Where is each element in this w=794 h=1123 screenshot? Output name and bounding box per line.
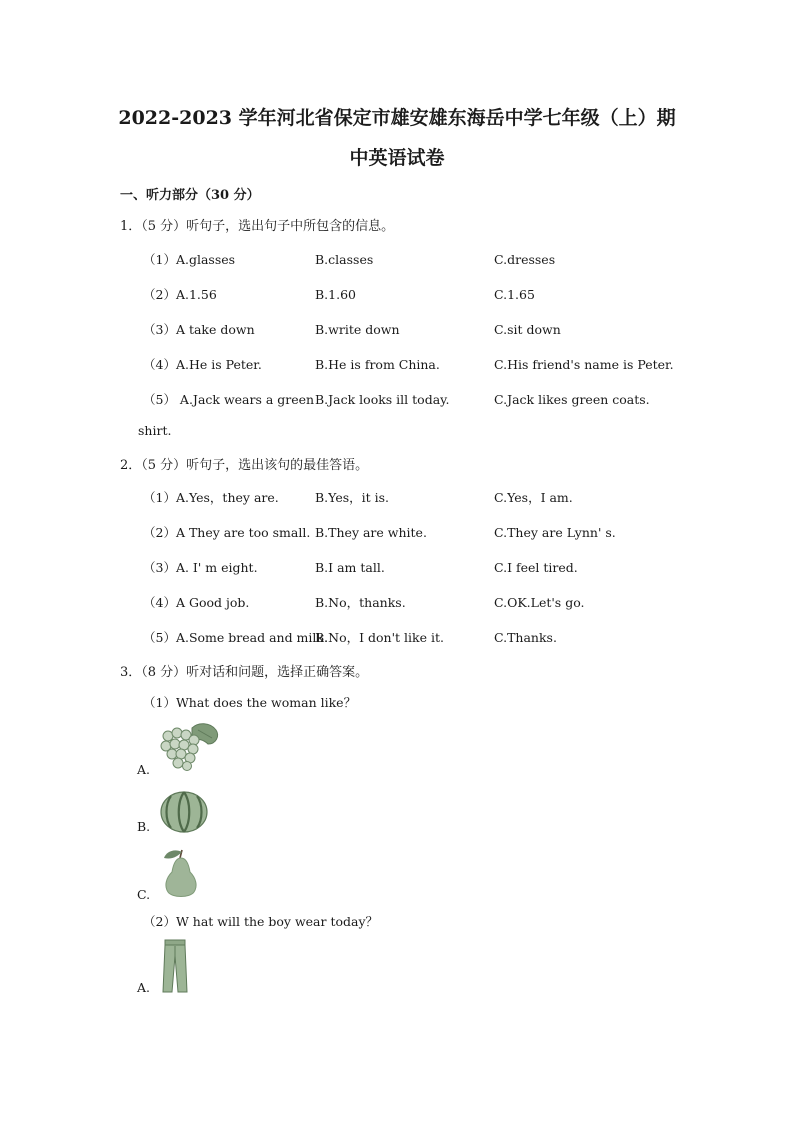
option-a: （4）A Good job. [143, 595, 250, 610]
option-c: C.sit down [494, 322, 561, 337]
q3-sub1-option-b-label: B. [137, 819, 151, 834]
option-a: （2）A They are too small. [143, 525, 311, 540]
option-a: （2）A.1.56 [143, 287, 217, 302]
q1-item-4 [0, 356, 794, 374]
option-b: B.Yes，it is. [315, 490, 390, 505]
exam-title-line1: 2022-2023 学年河北省保定市雄安雄东海岳中学七年级（上）期 [118, 107, 676, 129]
question-2-stem: 2．（5 分）听句子，选出该句的最佳答语。 [120, 458, 369, 473]
q1-item-5-wrap: shirt. [138, 423, 172, 438]
q2-item-3 [0, 559, 794, 577]
option-c: C.They are Lynn' s. [494, 525, 616, 540]
q1-item-3 [0, 321, 794, 339]
q3-sub1-question: （1）What does the woman like？ [143, 695, 357, 710]
option-b: B.write down [315, 322, 400, 337]
option-a: （1）A.glasses [143, 252, 236, 267]
option-b: B.He is from China. [315, 357, 440, 372]
q2-item-2 [0, 524, 794, 542]
section-heading-listening: 一、听力部分（30 分） [120, 188, 260, 203]
q2-item-1 [0, 489, 794, 507]
option-c: C.Yes，I am. [494, 490, 573, 505]
option-b: B.No，thanks. [315, 595, 406, 610]
q3-sub1-option-a-label: A. [137, 762, 151, 777]
q2-item-4 [0, 594, 794, 612]
exam-title-line2: 中英语试卷 [349, 147, 445, 169]
option-c: C.dresses [494, 252, 556, 267]
trousers-icon [160, 938, 190, 996]
pear-icon [160, 848, 202, 900]
option-b: B.1.60 [315, 287, 356, 302]
option-c: C.His friend's name is Peter. [494, 357, 674, 372]
option-a: （1）A.Yes，they are. [143, 490, 279, 505]
option-c: C.OK.Let's go. [494, 595, 585, 610]
watermelon-icon [159, 790, 209, 834]
option-a: （4）A.He is Peter. [143, 357, 262, 372]
option-c: C.1.65 [494, 287, 535, 302]
grapes-icon [158, 720, 222, 772]
option-c: C.Thanks. [494, 630, 557, 645]
option-a: （5） A.Jack wears a green [143, 392, 315, 407]
option-b: B.classes [315, 252, 374, 267]
option-a: （3）A take down [143, 322, 255, 337]
option-c: C.I feel tired. [494, 560, 578, 575]
q1-item-5 [0, 391, 794, 409]
q1-item-2 [0, 286, 794, 304]
q3-sub1-option-c-label: C. [137, 887, 151, 902]
question-3-stem: 3．（8 分）听对话和问题，选择正确答案。 [120, 665, 369, 680]
option-b: B.They are white. [315, 525, 427, 540]
option-c: C.Jack likes green coats. [494, 392, 650, 407]
q2-item-5 [0, 629, 794, 647]
option-a: （5）A.Some bread and milk. [143, 630, 328, 645]
q3-sub2-option-a-label: A. [137, 980, 151, 995]
option-b: B.I am tall. [315, 560, 385, 575]
option-b: B.Jack looks ill today. [315, 392, 450, 407]
question-1-stem: 1．（5 分）听句子，选出句子中所包含的信息。 [120, 219, 395, 234]
option-b: B.No，I don't like it. [315, 630, 444, 645]
q3-sub2-question: （2）W hat will the boy wear today？ [143, 914, 379, 929]
q1-item-1 [0, 251, 794, 269]
option-a: （3）A. I' m eight. [143, 560, 258, 575]
